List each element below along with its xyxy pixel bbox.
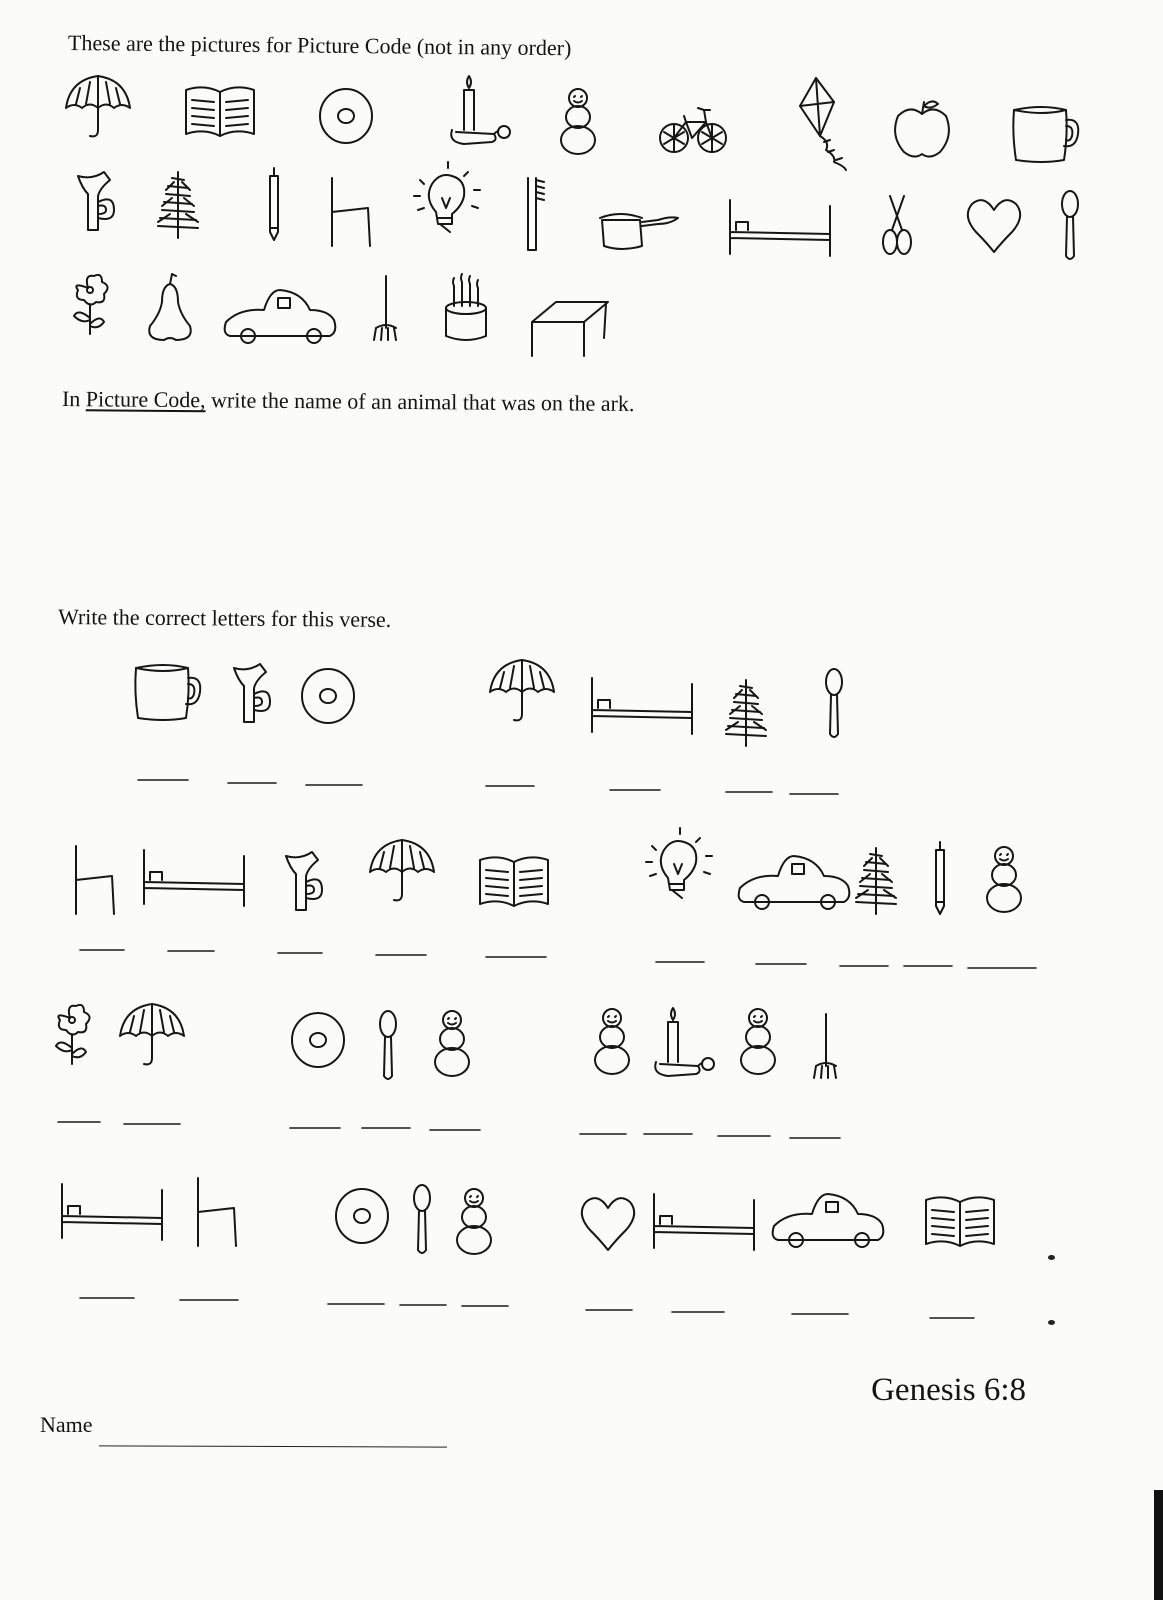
legend-umbrella-icon xyxy=(66,76,130,136)
verse-spoon-icon xyxy=(380,1011,396,1079)
verse-spoon-icon xyxy=(826,669,842,737)
verse-trumpet-icon xyxy=(234,664,270,722)
name-blank-line[interactable] xyxy=(99,1445,447,1447)
legend-apple-icon xyxy=(895,101,949,156)
verse-flower-icon xyxy=(56,1005,90,1064)
verse-spoon-icon xyxy=(414,1185,430,1253)
worksheet-title: These are the pictures for Picture Code (not in any order) xyxy=(67,30,572,61)
legend-candle-icon xyxy=(451,76,510,144)
legend-pencil-icon xyxy=(270,168,278,240)
verse-car-icon xyxy=(773,1194,884,1247)
verse-donut-icon xyxy=(336,1189,388,1243)
legend-book-icon xyxy=(186,87,254,136)
verse-donut-icon xyxy=(292,1013,344,1067)
verse-car-icon xyxy=(739,856,850,909)
legend-cake-icon xyxy=(446,274,486,340)
legend-lightbulb-icon xyxy=(414,162,480,232)
verse-candle-icon xyxy=(655,1008,714,1076)
question-animal xyxy=(62,388,635,415)
verse-book-icon xyxy=(926,1197,994,1246)
verse-mug-icon xyxy=(135,665,200,720)
question-verse: Write the correct letters for this verse. xyxy=(57,604,392,632)
legend-snowman-icon xyxy=(561,89,595,154)
legend-car-icon xyxy=(225,290,336,343)
legend-mug-icon xyxy=(1013,107,1078,162)
verse-snowman-icon xyxy=(595,1009,629,1074)
legend-bicycle-icon xyxy=(660,108,726,152)
legend-spoon-icon xyxy=(1062,191,1078,259)
scan-edge-mark xyxy=(1154,1490,1163,1600)
legend-chair-icon xyxy=(332,178,370,246)
verse-rake-icon xyxy=(814,1014,836,1078)
verse-pencil-icon xyxy=(936,842,944,914)
verse-trumpet-icon xyxy=(286,852,322,910)
verse-umbrella-icon xyxy=(120,1004,184,1064)
verse-snowman-icon xyxy=(435,1011,469,1076)
verse-bed-icon xyxy=(654,1194,754,1250)
legend-table-icon xyxy=(532,302,608,356)
verse-snowman-icon xyxy=(457,1189,491,1254)
legend-tree-icon xyxy=(158,172,198,238)
picture-code-underlined: Picture Code, xyxy=(85,386,206,413)
verse-lightbulb-icon xyxy=(646,828,712,898)
verse-heart-icon xyxy=(582,1198,634,1250)
legend-toothbrush-icon xyxy=(528,178,544,250)
period-mark xyxy=(1048,1320,1055,1325)
legend-donut-icon xyxy=(320,89,372,143)
legend-flower-icon xyxy=(74,275,108,334)
verse-tree-icon xyxy=(726,680,766,746)
legend-rake-icon xyxy=(374,276,396,340)
legend-scissors-icon xyxy=(883,196,911,254)
legend-heart-icon xyxy=(968,200,1020,252)
verse-book-icon xyxy=(480,857,548,906)
legend-kite-icon xyxy=(800,78,846,170)
verse-umbrella-icon xyxy=(490,660,554,720)
verse-snowman-icon xyxy=(741,1009,775,1074)
verse-umbrella-icon xyxy=(370,840,434,900)
question-prefix: In xyxy=(61,386,86,412)
verse-chair-icon xyxy=(76,846,114,914)
verse-tree-icon xyxy=(856,848,896,914)
verse-snowman-icon xyxy=(987,847,1021,912)
verse-bed-icon xyxy=(62,1184,162,1240)
period-mark xyxy=(1048,1255,1055,1260)
question-suffix: write the name of an animal that was on the ark. xyxy=(205,387,635,416)
verse-chair-icon xyxy=(198,1178,236,1246)
verse-donut-icon xyxy=(302,669,354,723)
name-label: Name xyxy=(40,1412,93,1437)
legend-pot-icon xyxy=(600,214,678,249)
verse-reference: Genesis 6:8 xyxy=(871,1372,1026,1408)
verse-bed-icon xyxy=(144,850,244,906)
legend-bed-icon xyxy=(730,200,830,256)
legend-pear-icon xyxy=(149,274,190,340)
legend-trumpet-icon xyxy=(78,172,114,230)
verse-bed-icon xyxy=(592,678,692,734)
